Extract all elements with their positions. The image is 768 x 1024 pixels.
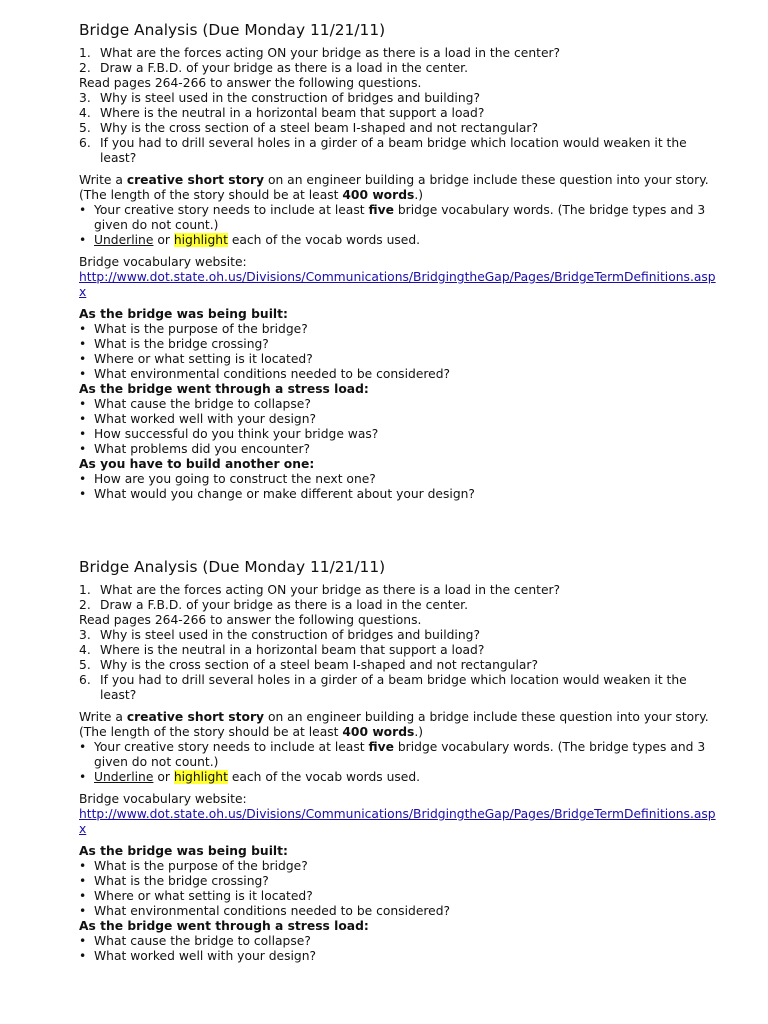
question-1 <box>79 46 719 61</box>
story-text: on an engineer building a bridge include these question into your story. <box>264 173 709 187</box>
bullet-icon: • <box>79 442 87 456</box>
assignment-section-2 <box>79 557 719 964</box>
length-emphasis: 400 words <box>342 188 415 202</box>
read-pages-instruction: Read pages 264-266 to answer the following questions. <box>79 613 422 627</box>
list-item-text: What cause the bridge to collapse? <box>94 934 311 948</box>
heading-stress-load: As the bridge went through a stress load: <box>79 919 369 933</box>
list-item <box>79 322 719 337</box>
bullet-icon: • <box>79 337 87 351</box>
question-3 <box>79 91 719 106</box>
list-item <box>79 412 719 427</box>
length-text: .) <box>414 188 424 202</box>
question-5 <box>79 121 719 136</box>
question-6 <box>79 673 719 703</box>
bullet-icon: • <box>79 472 87 486</box>
mark-instruction <box>79 233 719 248</box>
question-text: What are the forces acting ON your bridge as there is a load in the center? <box>100 583 561 597</box>
question-number: 5. <box>79 658 91 672</box>
list-item <box>79 427 719 442</box>
question-4 <box>79 106 719 121</box>
question-6 <box>79 136 719 166</box>
question-number: 5. <box>79 121 91 135</box>
story-text: Write a <box>79 173 127 187</box>
question-text: What are the forces acting ON your bridge as there is a load in the center? <box>100 46 561 60</box>
list-item <box>79 337 719 352</box>
bullet-icon: • <box>79 233 87 247</box>
bullet-icon: • <box>79 770 87 784</box>
story-text: Write a <box>79 710 127 724</box>
list-item-text: Where or what setting is it located? <box>94 352 313 366</box>
list-item <box>79 442 719 457</box>
list-item-text: What problems did you encounter? <box>94 442 311 456</box>
bullet-icon: • <box>79 874 87 888</box>
vocab-emphasis: five <box>368 203 394 217</box>
question-number: 6. <box>79 136 91 150</box>
list-item <box>79 472 719 487</box>
vocab-text: Your creative story needs to include at least <box>94 740 369 754</box>
question-number: 2. <box>79 598 91 612</box>
length-text: (The length of the story should be at least <box>79 725 343 739</box>
list-item <box>79 367 719 382</box>
heading-build-another: As you have to build another one: <box>79 457 315 471</box>
question-number: 4. <box>79 643 91 657</box>
list-item <box>79 487 719 502</box>
list-item <box>79 859 719 874</box>
list-item <box>79 904 719 919</box>
underline-word: Underline <box>94 770 154 784</box>
question-4 <box>79 643 719 658</box>
question-text: Where is the neutral in a horizontal beam that support a load? <box>100 643 485 657</box>
length-requirement <box>79 725 719 740</box>
list-item <box>79 874 719 889</box>
bullet-icon: • <box>79 412 87 426</box>
list-item-text: What is the purpose of the bridge? <box>94 322 308 336</box>
list-item-text: What would you change or make different about your design? <box>94 487 475 501</box>
bullet-icon: • <box>79 859 87 873</box>
heading-being-built: As the bridge was being built: <box>79 844 288 858</box>
website-label: Bridge vocabulary website: <box>79 255 247 269</box>
length-text: (The length of the story should be at least <box>79 188 343 202</box>
bullet-icon: • <box>79 487 87 501</box>
mark-text: each of the vocab words used. <box>227 770 421 784</box>
length-text: .) <box>414 725 424 739</box>
question-1 <box>79 583 719 598</box>
vocab-text: bridge vocabulary words. (The bridge types and 3 given do not count.) <box>94 203 706 232</box>
question-number: 1. <box>79 46 91 60</box>
vocab-text: Your creative story needs to include at least <box>94 203 369 217</box>
length-requirement <box>79 188 719 203</box>
list-item <box>79 934 719 949</box>
story-emphasis: creative short story <box>126 710 265 724</box>
bullet-icon: • <box>79 397 87 411</box>
question-3 <box>79 628 719 643</box>
question-text: Draw a F.B.D. of your bridge as there is a load in the center. <box>100 598 468 612</box>
story-instruction <box>79 173 719 188</box>
question-text: Why is the cross section of a steel beam I-shaped and not rectangular? <box>100 121 539 135</box>
question-text: Draw a F.B.D. of your bridge as there is a load in the center. <box>100 61 468 75</box>
bullet-icon: • <box>79 427 87 441</box>
question-text: If you had to drill several holes in a girder of a beam bridge which location would weaken it the least? <box>100 136 687 165</box>
list-item-text: What environmental conditions needed to be considered? <box>94 367 451 381</box>
question-2 <box>79 61 719 76</box>
mark-text: or <box>153 770 174 784</box>
story-instruction <box>79 710 719 725</box>
list-item-text: What is the bridge crossing? <box>94 337 269 351</box>
question-number: 6. <box>79 673 91 687</box>
list-item-text: How are you going to construct the next one? <box>94 472 376 486</box>
question-text: Why is steel used in the construction of bridges and building? <box>100 628 480 642</box>
question-text: If you had to drill several holes in a girder of a beam bridge which location would weaken it the least? <box>100 673 687 702</box>
page-title: Bridge Analysis (Due Monday 11/21/11) <box>79 558 386 576</box>
list-item <box>79 352 719 367</box>
question-text: Why is the cross section of a steel beam I-shaped and not rectangular? <box>100 658 539 672</box>
question-number: 3. <box>79 628 91 642</box>
website-label: Bridge vocabulary website: <box>79 792 247 806</box>
list-item-text: What worked well with your design? <box>94 412 317 426</box>
mark-text: each of the vocab words used. <box>227 233 421 247</box>
underline-word: Underline <box>94 233 154 247</box>
question-number: 4. <box>79 106 91 120</box>
mark-instruction <box>79 770 719 785</box>
vocabulary-website-link[interactable]: http://www.dot.state.oh.us/Divisions/Communications/BridgingtheGap/Pages/BridgeTermDefinitions.aspx <box>79 270 716 299</box>
bullet-icon: • <box>79 740 87 754</box>
highlight-word: highlight <box>173 770 228 784</box>
vocab-requirement <box>79 740 719 770</box>
vocab-emphasis: five <box>368 740 394 754</box>
bullet-icon: • <box>79 904 87 918</box>
bullet-icon: • <box>79 889 87 903</box>
question-text: Why is steel used in the construction of bridges and building? <box>100 91 480 105</box>
heading-being-built: As the bridge was being built: <box>79 307 288 321</box>
question-number: 1. <box>79 583 91 597</box>
question-text: Where is the neutral in a horizontal beam that support a load? <box>100 106 485 120</box>
list-item-text: What environmental conditions needed to be considered? <box>94 904 451 918</box>
list-item-text: How successful do you think your bridge was? <box>94 427 379 441</box>
story-text: on an engineer building a bridge include these question into your story. <box>264 710 709 724</box>
question-number: 3. <box>79 91 91 105</box>
list-item <box>79 949 719 964</box>
story-emphasis: creative short story <box>126 173 265 187</box>
bullet-icon: • <box>79 352 87 366</box>
vocab-requirement <box>79 203 719 233</box>
page-title: Bridge Analysis (Due Monday 11/21/11) <box>79 21 386 39</box>
read-pages-instruction: Read pages 264-266 to answer the following questions. <box>79 76 422 90</box>
list-item-text: What worked well with your design? <box>94 949 317 963</box>
bullet-icon: • <box>79 322 87 336</box>
bullet-icon: • <box>79 367 87 381</box>
vocab-text: bridge vocabulary words. (The bridge types and 3 given do not count.) <box>94 740 706 769</box>
highlight-word: highlight <box>173 233 228 247</box>
mark-text: or <box>153 233 174 247</box>
heading-stress-load: As the bridge went through a stress load: <box>79 382 369 396</box>
bullet-icon: • <box>79 203 87 217</box>
question-number: 2. <box>79 61 91 75</box>
question-2 <box>79 598 719 613</box>
list-item-text: Where or what setting is it located? <box>94 889 313 903</box>
vocabulary-website-link[interactable]: http://www.dot.state.oh.us/Divisions/Communications/BridgingtheGap/Pages/BridgeTermDefinitions.aspx <box>79 807 716 836</box>
list-item <box>79 889 719 904</box>
list-item-text: What is the bridge crossing? <box>94 874 269 888</box>
length-emphasis: 400 words <box>342 725 415 739</box>
bullet-icon: • <box>79 949 87 963</box>
bullet-icon: • <box>79 934 87 948</box>
list-item-text: What is the purpose of the bridge? <box>94 859 308 873</box>
list-item-text: What cause the bridge to collapse? <box>94 397 311 411</box>
list-item <box>79 397 719 412</box>
question-5 <box>79 658 719 673</box>
assignment-section-1 <box>79 20 719 502</box>
